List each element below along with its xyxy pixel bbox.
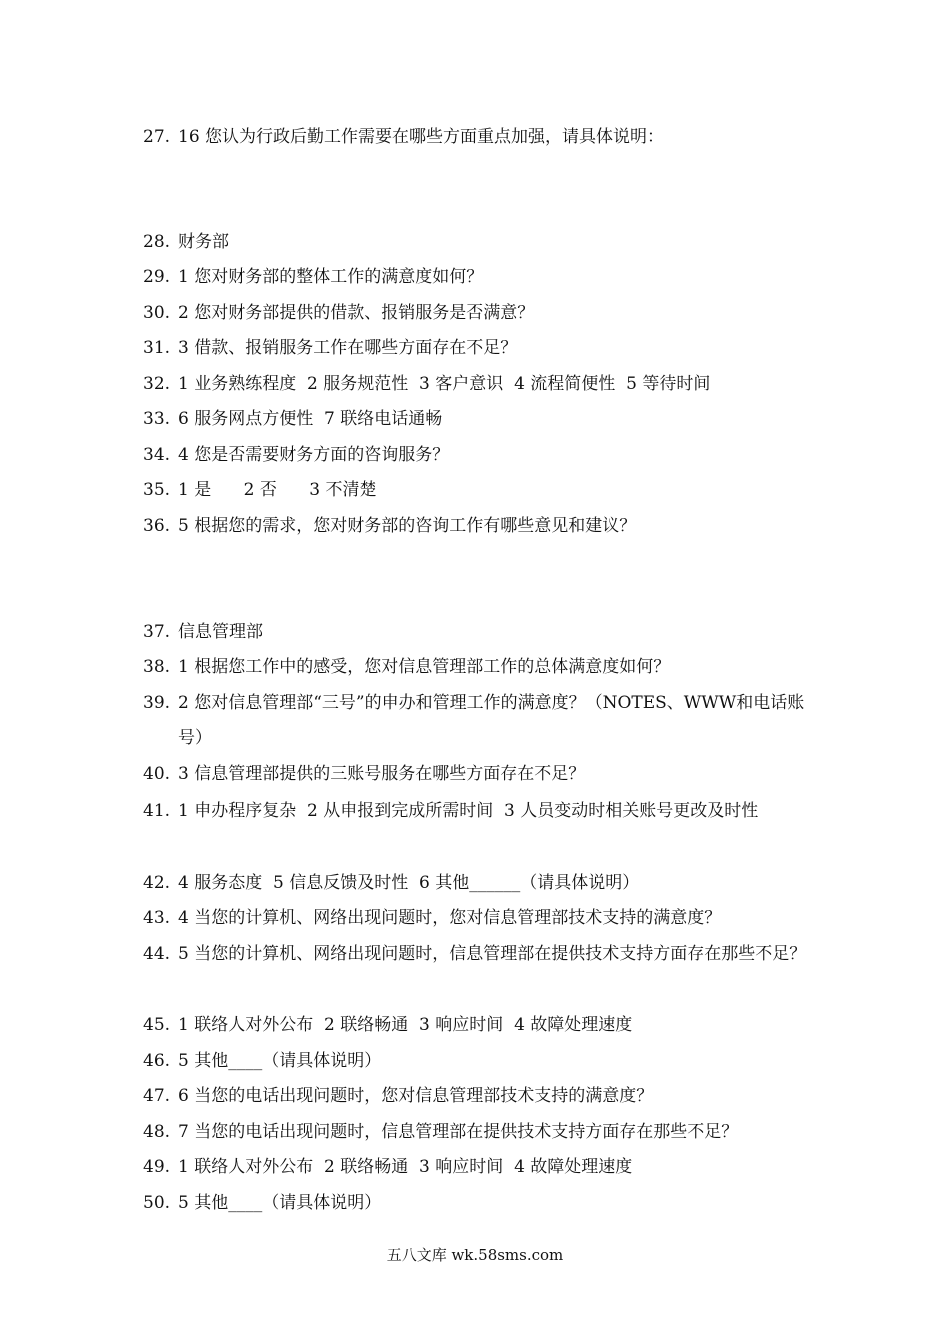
item-32 (143, 367, 823, 402)
item-text: 5 其他____（请具体说明） (178, 1051, 382, 1071)
item-number: 50. (143, 1193, 171, 1213)
item-number: 29. (143, 267, 171, 287)
item-39 (143, 686, 823, 756)
item-number: 36. (143, 516, 171, 536)
item-number: 45. (143, 1015, 171, 1035)
section-heading-finance: 财务部 (178, 232, 229, 252)
item-number: 49. (143, 1157, 171, 1177)
item-number: 27. (143, 127, 171, 147)
item-number: 32. (143, 374, 171, 394)
item-38 (143, 650, 823, 685)
item-text: 2 您对财务部提供的借款、报销服务是否满意？ (178, 303, 535, 323)
item-text: 5 其他____（请具体说明） (178, 1193, 382, 1213)
item-43 (143, 901, 823, 936)
item-number: 28. (143, 232, 171, 252)
item-number: 31. (143, 338, 171, 358)
item-48 (143, 1115, 823, 1150)
item-33 (143, 402, 823, 437)
item-text: 4 服务态度 5 信息反馈及时性 6 其他______（请具体说明） (178, 873, 640, 893)
item-46 (143, 1044, 823, 1079)
item-number: 41. (143, 801, 171, 821)
item-28 (143, 225, 823, 260)
item-number: 42. (143, 873, 171, 893)
item-45 (143, 1008, 823, 1043)
item-text: 2 您对信息管理部“三号”的申办和管理工作的满意度？（NOTES、WWW和电话账号） (178, 693, 805, 748)
item-text: 6 服务网点方便性 7 联络电话通畅 (178, 409, 443, 429)
item-30 (143, 296, 823, 331)
item-number: 47. (143, 1086, 171, 1106)
item-text: 1 是 2 否 3 不清楚 (178, 480, 377, 500)
item-number: 46. (143, 1051, 171, 1071)
item-42 (143, 866, 823, 901)
item-40 (143, 757, 823, 792)
item-number: 37. (143, 622, 171, 642)
item-text: 1 根据您工作中的感受，您对信息管理部工作的总体满意度如何？ (178, 657, 671, 677)
item-41 (143, 794, 823, 829)
item-number: 38. (143, 657, 171, 677)
item-35 (143, 473, 823, 508)
item-text: 3 信息管理部提供的三账号服务在哪些方面存在不足？ (178, 764, 586, 784)
item-text: 4 您是否需要财务方面的咨询服务？ (178, 445, 450, 465)
item-text: 7 当您的电话出现问题时，信息管理部在提供技术支持方面存在那些不足？ (178, 1122, 739, 1142)
item-27 (143, 120, 823, 155)
page-footer: 五八文库 wk.58sms.com (386, 1246, 564, 1264)
item-number: 44. (143, 944, 171, 964)
item-text: 6 当您的电话出现问题时，您对信息管理部技术支持的满意度？ (178, 1086, 654, 1106)
item-text: 3 借款、报销服务工作在哪些方面存在不足？ (178, 338, 518, 358)
item-number: 48. (143, 1122, 171, 1142)
item-text: 1 联络人对外公布 2 联络畅通 3 响应时间 4 故障处理速度 (178, 1157, 633, 1177)
item-37 (143, 615, 823, 650)
item-44 (143, 937, 823, 972)
item-text: 4 当您的计算机、网络出现问题时，您对信息管理部技术支持的满意度？ (178, 908, 722, 928)
item-text: 1 申办程序复杂 2 从申报到完成所需时间 3 人员变动时相关账号更改及时性 (178, 801, 759, 821)
item-50 (143, 1186, 823, 1221)
item-number: 33. (143, 409, 171, 429)
item-text: 1 您对财务部的整体工作的满意度如何？ (178, 267, 484, 287)
item-number: 34. (143, 445, 171, 465)
item-47 (143, 1079, 823, 1114)
item-number: 30. (143, 303, 171, 323)
item-text: 16 您认为行政后勤工作需要在哪些方面重点加强，请具体说明： (178, 127, 665, 147)
item-36 (143, 509, 823, 544)
item-number: 39. (143, 693, 171, 713)
section-heading-info-management: 信息管理部 (178, 622, 263, 642)
item-number: 40. (143, 764, 171, 784)
item-text: 1 联络人对外公布 2 联络畅通 3 响应时间 4 故障处理速度 (178, 1015, 633, 1035)
item-number: 43. (143, 908, 171, 928)
item-34 (143, 438, 823, 473)
item-49 (143, 1150, 823, 1185)
item-text: 5 当您的计算机、网络出现问题时，信息管理部在提供技术支持方面存在那些不足？ (178, 944, 807, 964)
item-number: 35. (143, 480, 171, 500)
item-29 (143, 260, 823, 295)
item-text: 5 根据您的需求，您对财务部的咨询工作有哪些意见和建议？ (178, 516, 637, 536)
item-31 (143, 331, 823, 366)
item-text: 1 业务熟练程度 2 服务规范性 3 客户意识 4 流程简便性 5 等待时间 (178, 374, 711, 394)
